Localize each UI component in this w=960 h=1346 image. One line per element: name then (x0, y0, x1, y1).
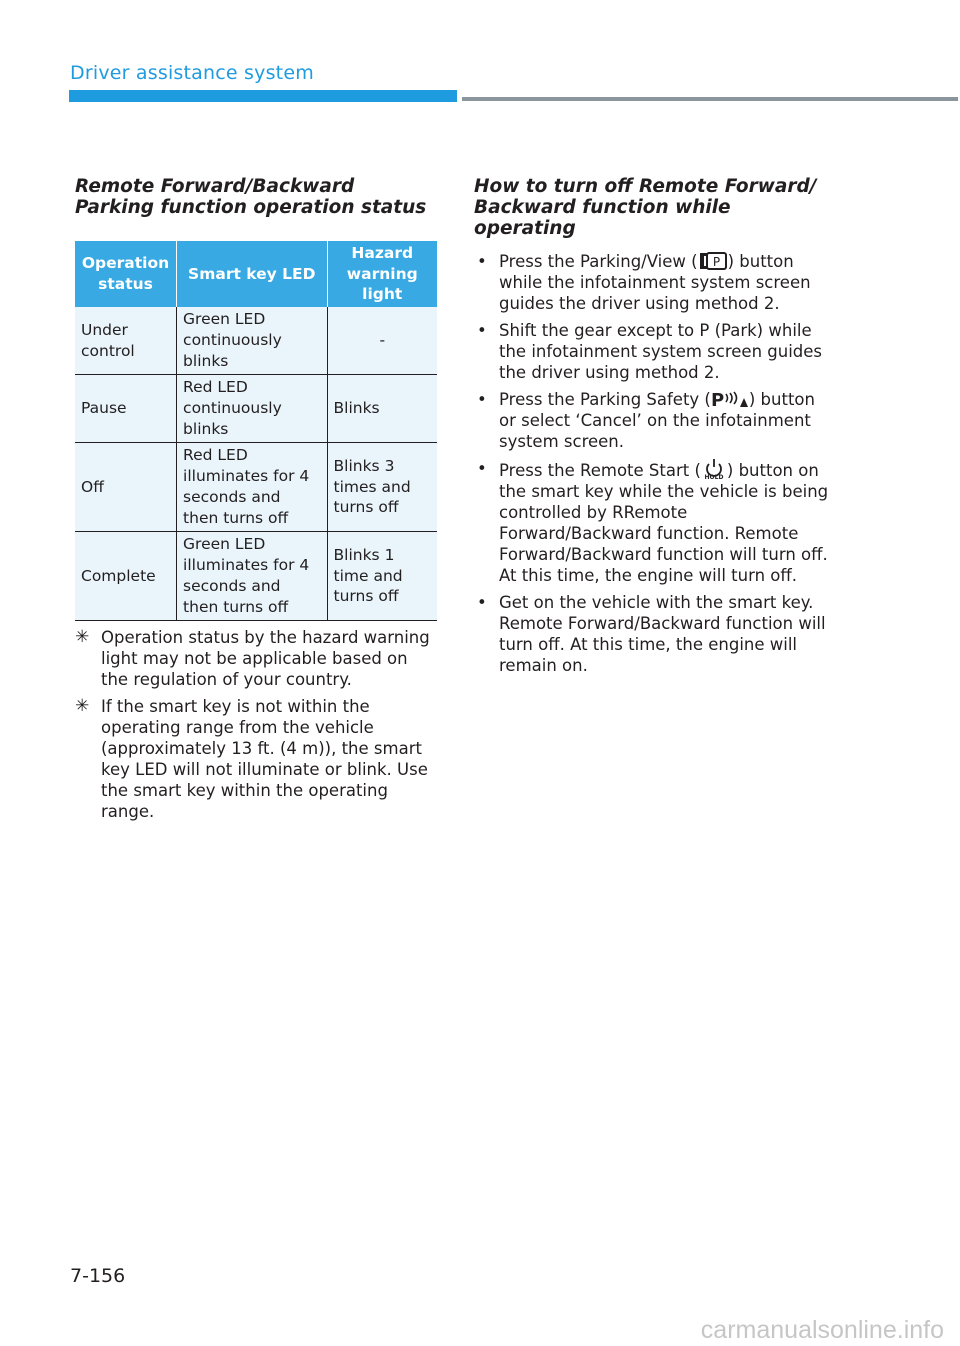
step-text: ) button or select ‘Cancel’ on the infotainment system screen. (499, 390, 815, 451)
right-column (474, 176, 834, 682)
table-header-cell: Hazard warning light (327, 241, 437, 307)
note-item (75, 696, 437, 822)
remote-start-hold-icon (701, 458, 727, 480)
parking-safety-icon-letter: P (710, 390, 725, 409)
table-header-cell: Smart key LED (177, 241, 327, 307)
table-cell: Blinks (327, 375, 437, 443)
table-cell: Complete (75, 532, 177, 621)
operation-status-table (75, 241, 437, 621)
table-cell: Green LED illuminates for 4 seconds and then turns off (177, 532, 327, 621)
parking-view-icon-letter: P (712, 255, 720, 269)
list-item (474, 458, 834, 586)
header-rule (462, 97, 958, 101)
turn-off-steps (474, 251, 834, 676)
list-item (474, 389, 834, 452)
left-heading: Remote Forward/Backward Parking function operation status (75, 176, 427, 218)
note-text: If the smart key is not within the operating range from the vehicle (approximately 13 ft. (4 m)), the smart key LED will not illuminate or blink. Use the smart key within the operating range. (101, 697, 428, 821)
table-row (75, 375, 437, 443)
step-text: Get on the vehicle with the smart key. Remote Forward/Backward function will turn off. At this time, the engine will remain on. (499, 593, 826, 675)
remote-start-hold-caption: HOLD (704, 474, 724, 480)
table-cell: Blinks 1 time and turns off (327, 532, 437, 621)
section-title: Driver assistance system (70, 62, 314, 84)
list-item (474, 592, 834, 676)
list-item (474, 320, 834, 383)
bullet-icon: • (477, 321, 487, 340)
right-heading: How to turn off Remote Forward/ Backward function while operating (474, 176, 817, 239)
step-text: Press the Remote Start ( (499, 461, 701, 480)
asterisk-icon: ✳ (75, 696, 90, 716)
note-item (75, 627, 437, 690)
left-column (75, 176, 437, 828)
table-cell: - (327, 307, 437, 375)
list-item (474, 251, 834, 314)
step-text: ) button while the infotainment system screen guides the driver using method 2. (499, 252, 811, 313)
table-cell: Green LED continuously blinks (177, 307, 327, 375)
table-cell: Red LED continuously blinks (177, 375, 327, 443)
bullet-icon: • (477, 593, 487, 612)
notes (75, 627, 437, 822)
step-text: ) button on the smart key while the vehicle is being controlled by RRemote Forward/Backward function. Remote Forward/Backward function will turn off. At this time, the engine will turn off. (499, 461, 829, 585)
table-cell: Under control (75, 307, 177, 375)
table-cell: Red LED illuminates for 4 seconds and then turns off (177, 443, 327, 532)
table-row (75, 307, 437, 375)
note-text: Operation status by the hazard warning light may not be applicable based on the regulation of your country. (101, 628, 430, 689)
table-header-cell: Operation status (75, 241, 177, 307)
table-cell: Off (75, 443, 177, 532)
table-row (75, 532, 437, 621)
table-cell: Blinks 3 times and turns off (327, 443, 437, 532)
bullet-icon: • (477, 390, 487, 409)
bullet-icon: • (477, 459, 487, 478)
step-text: Press the Parking/View ( (499, 252, 698, 271)
parking-safety-icon (711, 389, 749, 409)
bullet-icon: • (477, 252, 487, 271)
page-number: 7-156 (70, 1265, 126, 1287)
header-accent-bar (69, 90, 457, 102)
table-row (75, 443, 437, 532)
table-header-row (75, 241, 437, 307)
parking-view-icon (698, 251, 728, 271)
watermark: carmanualsonline.info (700, 1316, 944, 1344)
table-cell: Pause (75, 375, 177, 443)
step-text: Shift the gear except to P (Park) while the infotainment system screen guides the driver using method 2. (499, 321, 823, 382)
step-text: Press the Parking Safety ( (499, 390, 711, 409)
asterisk-icon: ✳ (75, 627, 90, 647)
